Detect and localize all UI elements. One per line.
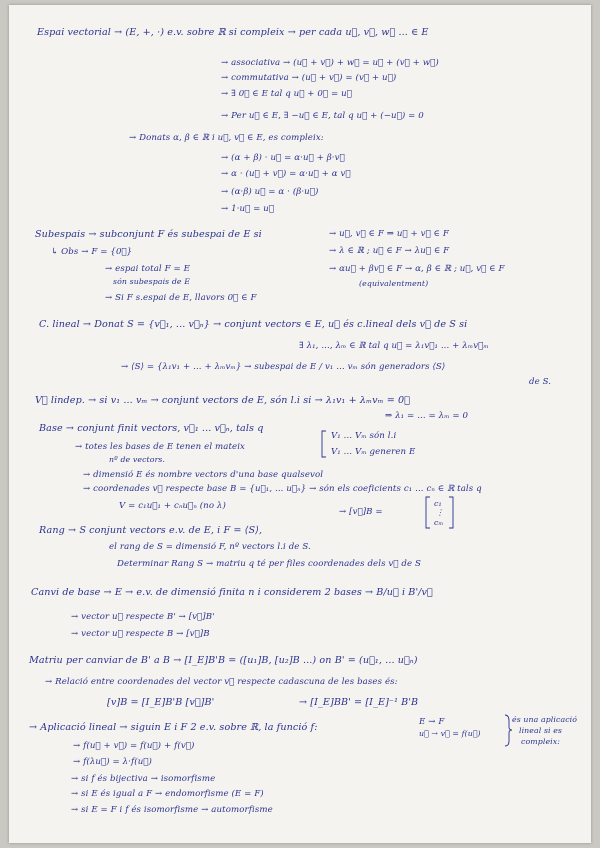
line-automorfisme: → si E = F i f és isomorfisme → automorfisme <box>71 805 273 815</box>
line-vector-b: → vector u⃗ respecte B → [v⃗]B <box>71 629 210 639</box>
notebook-page <box>9 5 591 843</box>
line-rang-dimensio: el rang de S = dimensió F, nº vectors l.i de S. <box>109 542 311 552</box>
line-prop-1: → (α + β) · u⃗ = α·u⃗ + β·v⃗ <box>221 153 345 163</box>
line-equivalentment: (equivalentment) <box>359 279 429 288</box>
line-rang: Rang → S conjunt vectors e.v. de E, i F = ⟨S⟩, <box>39 525 263 536</box>
matrix-left-bracket <box>426 497 430 528</box>
line-subespais: Subespais → subconjunt F és subespai de E si <box>35 229 262 240</box>
line-additivitat: → f(u⃗ + v⃗) = f(u⃗) + f(v⃗) <box>73 741 195 751</box>
aplicacio-brace <box>505 715 512 746</box>
line-lindep-conclusio: ⇒ λ₁ = ... = λₘ = 0 <box>385 411 469 421</box>
matrix-entry-cm: cₘ <box>434 518 444 527</box>
line-vector-b-prima: → vector u⃗ respecte B' → [v⃗]B' <box>71 612 215 622</box>
line-element-neutre: → ∃ 0⃗ ∈ E tal q u⃗ + 0⃗ = u⃗ <box>221 89 352 99</box>
line-combinacio-coord: V = c₁u⃗₁ + cₙu⃗ₙ (no λ) <box>119 501 226 511</box>
line-element-oposat: → Per u⃗ ∈ E, ∃ −u⃗ ∈ E, tal q u⃗ + (−u⃗) = 0 <box>221 111 424 121</box>
line-de-s: de S. <box>529 377 552 387</box>
line-c-lineal-exist: ∃ λ₁, ..., λₘ ∈ ℝ tal q u⃗ = λ₁v⃗₁ ... + λₘv⃗ₘ <box>299 341 489 351</box>
line-funcio-domini: E → F <box>419 717 445 727</box>
line-prop-3: → (α·β) u⃗ = α · (β·u⃗) <box>221 187 319 197</box>
line-homogeneitat: → f(λu⃗) = λ·f(u⃗) <box>73 757 152 767</box>
line-funcio-regla: u⃗ → v⃗ = f(u⃗) <box>419 729 481 738</box>
line-matriu-canvi: Matriu per canviar de B' a B → [I_E]B'B = ([u₁]B, [u₂]B ...) on B' = (u⃗₁, ... u⃗ₙ) <box>29 655 418 666</box>
matrix-entry-dots: ⋮ <box>436 508 444 517</box>
line-relacio: → Relació entre coordenades del vector v⃗ respecte cadascuna de les bases és: <box>45 677 398 687</box>
line-relacio-formula: [v]B = [I_E]B'B [v⃗]B' <box>107 697 215 708</box>
line-lindep: V⃗ lindep. → si v₁ ... vₘ → conjunt vectors de E, són l.i si → λ₁v₁ + λₘvₘ = 0⃗ <box>35 395 410 406</box>
line-base-generen: V₁ ... Vₘ generen E <box>331 447 416 457</box>
line-espai-vectorial: Espai vectorial → (E, +, ·) e.v. sobre ℝ si compleix → per cada u⃗, v⃗, w⃗ ... ∈ E <box>37 27 429 38</box>
matrix-entry-c1: c₁ <box>434 499 442 508</box>
base-conditions-bracket <box>322 431 326 457</box>
line-espai-total: → espai total F = E <box>105 264 191 274</box>
line-donats: → Donats α, β ∈ ℝ i u⃗, v⃗ ∈ E, es compleix: <box>129 133 324 143</box>
line-compleix: compleix: <box>521 737 560 746</box>
line-c-lineal: C. lineal → Donat S = {v⃗₁, ... v⃗ₙ} → conjunt vectors ∈ E, u⃗ és c.lineal dels v⃗ de S si <box>39 319 468 330</box>
line-num-vectors: nº de vectors. <box>109 455 166 464</box>
line-subespai-cond-1: → u⃗, v⃗ ∈ F ⇒ u⃗ + v⃗ ∈ F <box>329 229 449 239</box>
line-totes-bases: → totes les bases de E tenen el mateix <box>75 442 246 452</box>
line-matriu-inversa: → [I_E]BB' = [I_E]⁻¹ B'B <box>299 697 419 708</box>
line-endomorfisme: → si E és igual a F → endomorfisme (E = F) <box>71 789 264 799</box>
line-coordenades: → coordenades v⃗ respecte base B = {u⃗₁, ... u⃗ₙ} → són els coeficients c₁ ... cₙ ∈ ℝ tals q <box>83 484 482 494</box>
line-subespai-cond-2: → λ ∈ ℝ ; u⃗ ∈ F → λu⃗ ∈ F <box>329 246 450 256</box>
line-prop-4: → 1·u⃗ = u⃗ <box>221 204 275 214</box>
line-aplicacio-lineal: → Aplicació lineal → siguin E i F 2 e.v. sobre ℝ, la funció f: <box>29 722 318 733</box>
line-es-aplicacio: és una aplicació <box>512 715 578 724</box>
line-base-li: V₁ ... Vₘ són l.i <box>331 431 397 441</box>
line-commutativa: → commutativa → (u⃗ + v⃗) = (v⃗ + u⃗) <box>221 73 397 83</box>
line-canvi-base: Canvi de base → E → e.v. de dimensió finita n i considerem 2 bases → B/u⃗ i B'/v⃗ <box>31 587 433 598</box>
line-dimensio: → dimensió E és nombre vectors d'una base qualsevol <box>83 470 324 480</box>
line-vector-coord: → [v⃗]B = <box>339 507 383 517</box>
line-subespai-cond-3: → αu⃗ + βv⃗ ∈ F → α, β ∈ ℝ ; u⃗, v⃗ ∈ F <box>329 264 505 274</box>
line-isomorfisme: → si f és bijectiva → isomorfisme <box>71 774 216 784</box>
line-generat: → ⟨S⟩ = {λ₁v₁ + ... + λₘvₘ} → subespai de E / v₁ ... vₘ són generadors ⟨S⟩ <box>121 362 446 372</box>
matrix-right-bracket <box>449 497 453 528</box>
line-determinar-rang: Determinar Rang S → matriu q té per files coordenades dels v⃗ de S <box>117 559 421 569</box>
line-son-subespais: són subespais de E <box>113 277 191 286</box>
line-lineal-si: lineal si es <box>519 726 563 735</box>
line-associativa: → associativa → (u⃗ + v⃗) + w⃗ = u⃗ + (v⃗ + w⃗) <box>221 58 439 68</box>
line-si-f-subespai: → Si F s.espai de E, llavors 0⃗ ∈ F <box>105 293 257 303</box>
line-base: Base → conjunt finit vectors, v⃗₁ ... v⃗ₙ, tals q <box>39 423 264 434</box>
line-prop-2: → α · (u⃗ + v⃗) = α·u⃗ + α v⃗ <box>221 169 351 179</box>
line-obs: ↳ Obs → F = {0⃗} <box>51 247 133 257</box>
